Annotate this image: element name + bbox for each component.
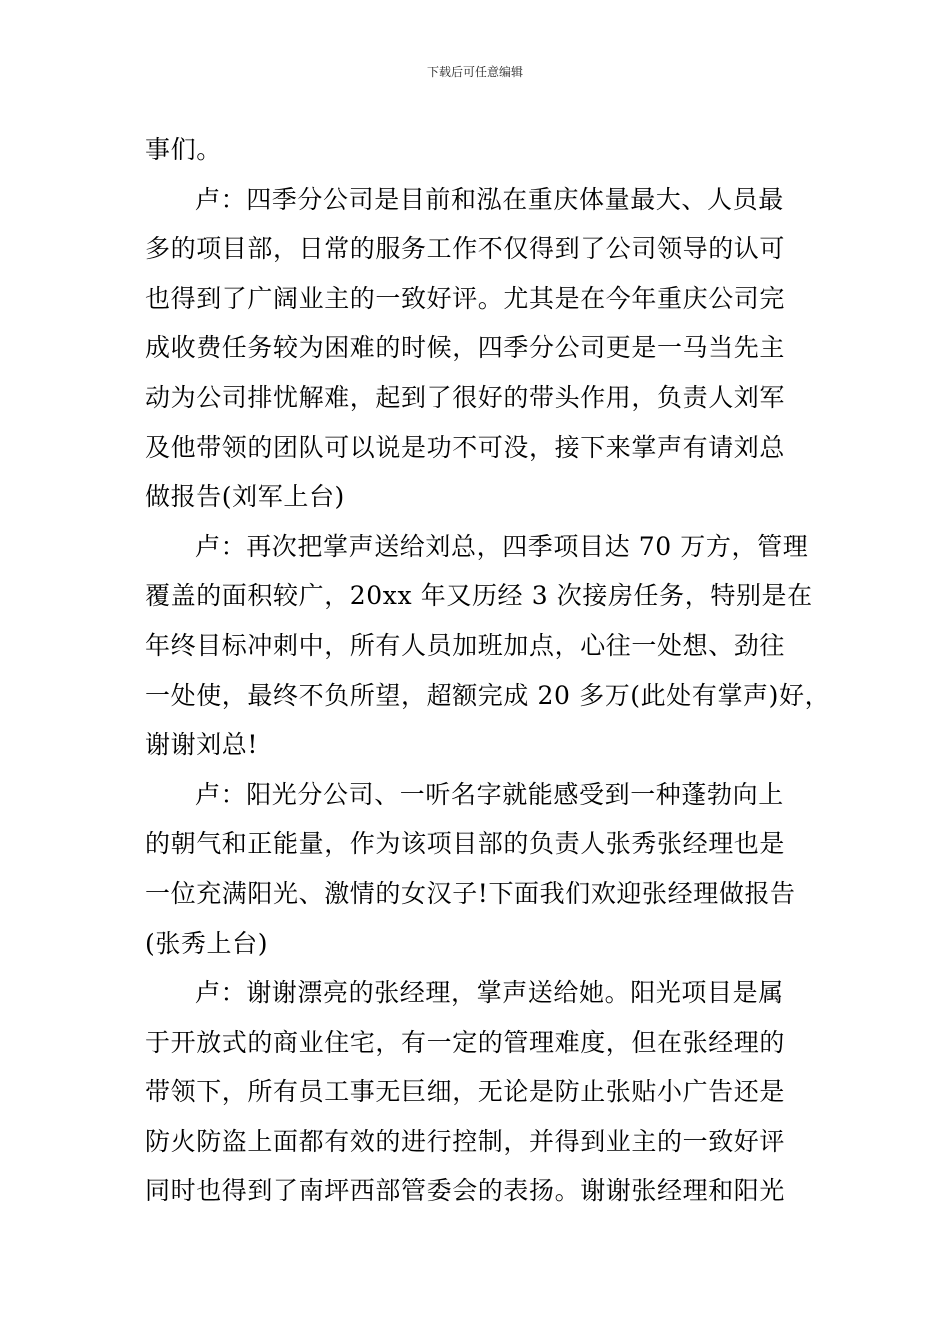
text-line: 于开放式的商业住宅，有一定的管理难度，但在张经理的 [145,1027,786,1057]
text-line: 年终目标冲刺中，所有人员加班加点，心往一处想、劲往 [145,630,786,660]
text-line: 防火防盗上面都有效的进行控制，并得到业主的一致好评 [145,1126,786,1156]
text-line: 同时也得到了南坪西部管委会的表扬。谢谢张经理和阳光 [145,1176,786,1206]
text-line: 卢：谢谢漂亮的张经理，掌声送给她。阳光项目是属 [195,978,784,1008]
text-line: 一处使，最终不负所望，超额完成 20 多万(此处有掌声)好， [145,680,831,710]
text-line: 成收费任务较为困难的时候，四季分公司更是一马当先主 [145,333,786,363]
text-line: 卢：再次把掌声送给刘总，四季项目达 70 万方，管理 [195,531,809,561]
text-line: 的朝气和正能量，作为该项目部的负责人张秀张经理也是 [145,829,786,859]
text-line: 谢谢刘总! [145,730,259,760]
text-line: 覆盖的面积较广，20xx 年又历经 3 次接房任务，特别是在 [145,581,813,611]
text-line: 多的项目部，日常的服务工作不仅得到了公司领导的认可 [145,234,786,264]
text-line: 做报告(刘军上台) [145,482,345,512]
text-line: 动为公司排忧解难，起到了很好的带头作用，负责人刘军 [145,382,786,412]
text-line: 一位充满阳光、激情的女汉子!下面我们欢迎张经理做报告 [145,878,796,908]
text-line: 也得到了广阔业主的一致好评。尤其是在今年重庆公司完 [145,283,786,313]
text-line: 卢：阳光分公司、一听名字就能感受到一种蓬勃向上 [195,779,784,809]
text-line: 带领下，所有员工事无巨细，无论是防止张贴小广告还是 [145,1077,786,1107]
text-line: 事们。 [145,135,222,164]
page-header: 下载后可任意编辑 [426,65,523,79]
text-line: 卢：四季分公司是目前和泓在重庆体量最大、人员最 [195,184,784,214]
document-body [145,125,831,1216]
text-line: 及他带领的团队可以说是功不可没，接下来掌声有请刘总 [145,432,786,462]
text-line: (张秀上台) [145,928,269,958]
